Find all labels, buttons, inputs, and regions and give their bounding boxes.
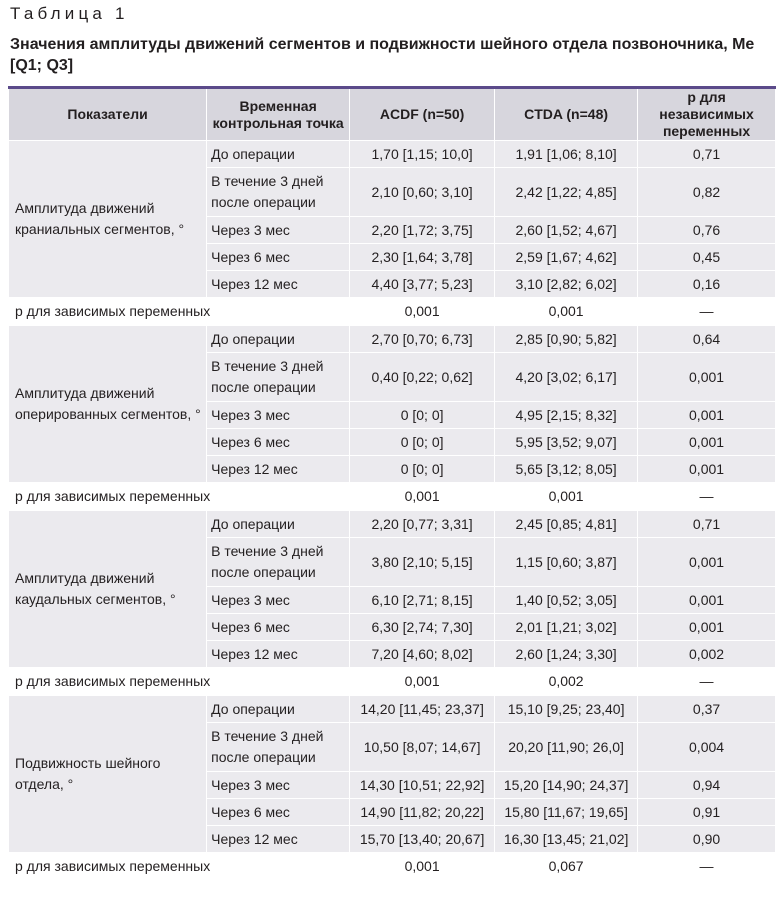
p-independent-cell: 0,001 bbox=[638, 402, 776, 429]
p-independent-cell: 0,001 bbox=[638, 587, 776, 614]
ctda-value-cell: 2,01 [1,21; 3,02] bbox=[495, 614, 638, 641]
p-dependent-label: p для зависимых переменных bbox=[9, 298, 350, 326]
timepoint-cell: Через 3 мес bbox=[207, 587, 350, 614]
ctda-value-cell: 15,10 [9,25; 23,40] bbox=[495, 696, 638, 723]
header-indicator: Показатели bbox=[9, 88, 207, 141]
p-independent-cell: 0,45 bbox=[638, 244, 776, 271]
table-body bbox=[9, 141, 776, 881]
timepoint-cell: Через 12 мес bbox=[207, 456, 350, 483]
p-dependent-acdf: 0,001 bbox=[350, 298, 495, 326]
indicator-cell: Амплитуда движений оперированных сегментов, ° bbox=[9, 326, 207, 483]
ctda-value-cell: 16,30 [13,45; 21,02] bbox=[495, 826, 638, 853]
p-independent-cell: 0,82 bbox=[638, 168, 776, 217]
acdf-value-cell: 6,30 [2,74; 7,30] bbox=[350, 614, 495, 641]
p-dependent-label: p для зависимых переменных bbox=[9, 483, 350, 511]
indicator-cell: Подвижность шейного отдела, ° bbox=[9, 696, 207, 853]
p-dependent-ctda: 0,067 bbox=[495, 853, 638, 881]
ctda-value-cell: 1,40 [0,52; 3,05] bbox=[495, 587, 638, 614]
timepoint-cell: Через 6 мес bbox=[207, 799, 350, 826]
acdf-value-cell: 3,80 [2,10; 5,15] bbox=[350, 538, 495, 587]
p-dependent-independent: — bbox=[638, 483, 776, 511]
acdf-value-cell: 1,70 [1,15; 10,0] bbox=[350, 141, 495, 168]
p-independent-cell: 0,90 bbox=[638, 826, 776, 853]
acdf-value-cell: 0 [0; 0] bbox=[350, 402, 495, 429]
p-dependent-row bbox=[9, 853, 776, 881]
ctda-value-cell: 5,65 [3,12; 8,05] bbox=[495, 456, 638, 483]
ctda-value-cell: 2,60 [1,52; 4,67] bbox=[495, 217, 638, 244]
timepoint-cell: Через 6 мес bbox=[207, 244, 350, 271]
ctda-value-cell: 2,59 [1,67; 4,62] bbox=[495, 244, 638, 271]
header-timepoint: Временная контрольная точка bbox=[207, 88, 350, 141]
table-row bbox=[9, 326, 776, 353]
p-independent-cell: 0,91 bbox=[638, 799, 776, 826]
ctda-value-cell: 15,20 [14,90; 24,37] bbox=[495, 772, 638, 799]
p-independent-cell: 0,001 bbox=[638, 353, 776, 402]
timepoint-cell: Через 12 мес bbox=[207, 826, 350, 853]
p-independent-cell: 0,71 bbox=[638, 511, 776, 538]
ctda-value-cell: 5,95 [3,52; 9,07] bbox=[495, 429, 638, 456]
p-dependent-acdf: 0,001 bbox=[350, 668, 495, 696]
p-dependent-independent: — bbox=[638, 298, 776, 326]
p-independent-cell: 0,001 bbox=[638, 538, 776, 587]
p-dependent-label: p для зависимых переменных bbox=[9, 853, 350, 881]
header-p-independent: p для независимых переменных bbox=[638, 88, 776, 141]
p-dependent-label: p для зависимых переменных bbox=[9, 668, 350, 696]
ctda-value-cell: 2,60 [1,24; 3,30] bbox=[495, 641, 638, 668]
timepoint-cell: До операции bbox=[207, 511, 350, 538]
table-row bbox=[9, 141, 776, 168]
p-dependent-ctda: 0,001 bbox=[495, 483, 638, 511]
p-dependent-independent: — bbox=[638, 668, 776, 696]
p-dependent-acdf: 0,001 bbox=[350, 853, 495, 881]
timepoint-cell: Через 12 мес bbox=[207, 641, 350, 668]
p-dependent-acdf: 0,001 bbox=[350, 483, 495, 511]
timepoint-cell: Через 3 мес bbox=[207, 402, 350, 429]
acdf-value-cell: 2,30 [1,64; 3,78] bbox=[350, 244, 495, 271]
p-independent-cell: 0,94 bbox=[638, 772, 776, 799]
timepoint-cell: В течение 3 дней после операции bbox=[207, 168, 350, 217]
p-independent-cell: 0,001 bbox=[638, 456, 776, 483]
header-ctda: CTDA (n=48) bbox=[495, 88, 638, 141]
ctda-value-cell: 2,42 [1,22; 4,85] bbox=[495, 168, 638, 217]
ctda-value-cell: 2,85 [0,90; 5,82] bbox=[495, 326, 638, 353]
p-dependent-row bbox=[9, 668, 776, 696]
timepoint-cell: До операции bbox=[207, 326, 350, 353]
table-row bbox=[9, 511, 776, 538]
ctda-value-cell: 1,91 [1,06; 8,10] bbox=[495, 141, 638, 168]
ctda-value-cell: 1,15 [0,60; 3,87] bbox=[495, 538, 638, 587]
table-title: Значения амплитуды движений сегментов и подвижности шейного отдела позвоночника, Ме [Q1; Q3] bbox=[10, 36, 755, 74]
timepoint-cell: Через 3 мес bbox=[207, 217, 350, 244]
timepoint-cell: Через 6 мес bbox=[207, 614, 350, 641]
timepoint-cell: В течение 3 дней после операции bbox=[207, 723, 350, 772]
p-dependent-independent: — bbox=[638, 853, 776, 881]
p-independent-cell: 0,16 bbox=[638, 271, 776, 298]
acdf-value-cell: 2,10 [0,60; 3,10] bbox=[350, 168, 495, 217]
p-dependent-ctda: 0,002 bbox=[495, 668, 638, 696]
timepoint-cell: В течение 3 дней после операции bbox=[207, 353, 350, 402]
p-independent-cell: 0,37 bbox=[638, 696, 776, 723]
p-dependent-row bbox=[9, 483, 776, 511]
p-dependent-ctda: 0,001 bbox=[495, 298, 638, 326]
p-independent-cell: 0,001 bbox=[638, 429, 776, 456]
p-dependent-row bbox=[9, 298, 776, 326]
p-independent-cell: 0,002 bbox=[638, 641, 776, 668]
acdf-value-cell: 14,20 [11,45; 23,37] bbox=[350, 696, 495, 723]
acdf-value-cell: 7,20 [4,60; 8,02] bbox=[350, 641, 495, 668]
acdf-value-cell: 2,20 [0,77; 3,31] bbox=[350, 511, 495, 538]
acdf-value-cell: 4,40 [3,77; 5,23] bbox=[350, 271, 495, 298]
header-acdf: ACDF (n=50) bbox=[350, 88, 495, 141]
indicator-cell: Амплитуда движений краниальных сегментов, ° bbox=[9, 141, 207, 298]
acdf-value-cell: 0 [0; 0] bbox=[350, 456, 495, 483]
acdf-value-cell: 15,70 [13,40; 20,67] bbox=[350, 826, 495, 853]
timepoint-cell: Через 6 мес bbox=[207, 429, 350, 456]
data-table bbox=[8, 86, 776, 881]
ctda-value-cell: 2,45 [0,85; 4,81] bbox=[495, 511, 638, 538]
acdf-value-cell: 0,40 [0,22; 0,62] bbox=[350, 353, 495, 402]
table-caption: Таблица 1 bbox=[10, 4, 129, 23]
table-row bbox=[9, 696, 776, 723]
p-independent-cell: 0,004 bbox=[638, 723, 776, 772]
p-independent-cell: 0,001 bbox=[638, 614, 776, 641]
timepoint-cell: До операции bbox=[207, 696, 350, 723]
timepoint-cell: До операции bbox=[207, 141, 350, 168]
timepoint-cell: Через 3 мес bbox=[207, 772, 350, 799]
acdf-value-cell: 14,90 [11,82; 20,22] bbox=[350, 799, 495, 826]
acdf-value-cell: 2,70 [0,70; 6,73] bbox=[350, 326, 495, 353]
acdf-value-cell: 6,10 [2,71; 8,15] bbox=[350, 587, 495, 614]
p-independent-cell: 0,71 bbox=[638, 141, 776, 168]
acdf-value-cell: 2,20 [1,72; 3,75] bbox=[350, 217, 495, 244]
acdf-value-cell: 0 [0; 0] bbox=[350, 429, 495, 456]
ctda-value-cell: 3,10 [2,82; 6,02] bbox=[495, 271, 638, 298]
acdf-value-cell: 10,50 [8,07; 14,67] bbox=[350, 723, 495, 772]
ctda-value-cell: 4,95 [2,15; 8,32] bbox=[495, 402, 638, 429]
acdf-value-cell: 14,30 [10,51; 22,92] bbox=[350, 772, 495, 799]
timepoint-cell: В течение 3 дней после операции bbox=[207, 538, 350, 587]
ctda-value-cell: 4,20 [3,02; 6,17] bbox=[495, 353, 638, 402]
header-row bbox=[9, 88, 776, 141]
ctda-value-cell: 15,80 [11,67; 19,65] bbox=[495, 799, 638, 826]
p-independent-cell: 0,76 bbox=[638, 217, 776, 244]
timepoint-cell: Через 12 мес bbox=[207, 271, 350, 298]
indicator-cell: Амплитуда движений каудальных сегментов, ° bbox=[9, 511, 207, 668]
p-independent-cell: 0,64 bbox=[638, 326, 776, 353]
ctda-value-cell: 20,20 [11,90; 26,0] bbox=[495, 723, 638, 772]
